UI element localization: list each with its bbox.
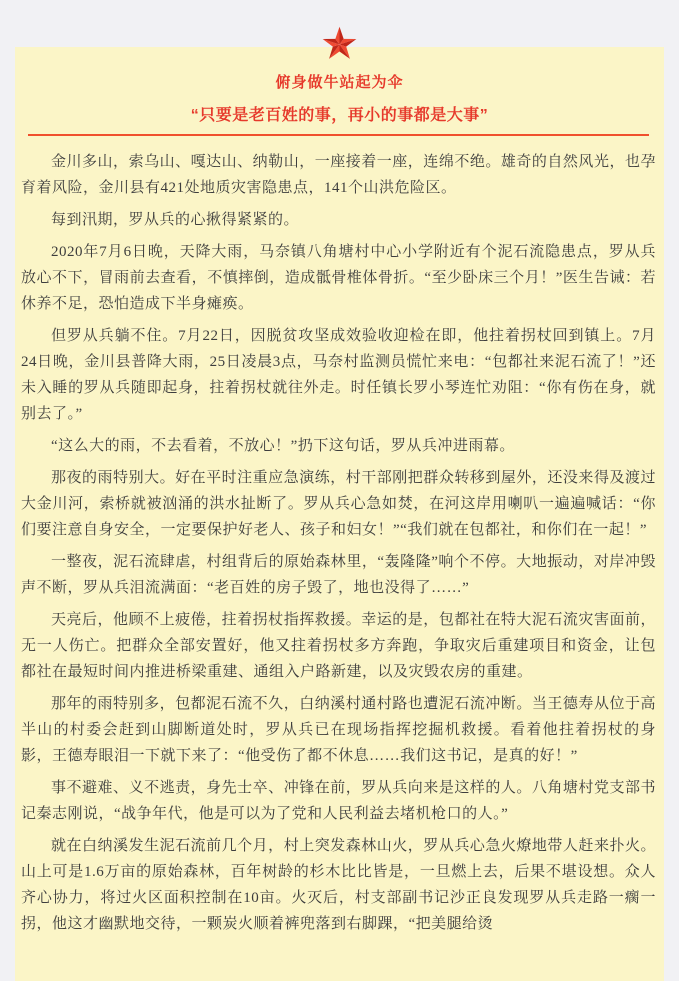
- article-paragraph: 一整夜，泥石流肆虐，村组背后的原始森林里，“轰隆隆”响个不停。大地振动，对岸冲毁声不断，罗从兵泪流满面：“老百姓的房子毁了，地也没得了……”: [21, 554, 656, 596]
- article-body: [15, 136, 664, 937]
- article-paragraph: 但罗从兵躺不住。7月22日，因脱贫攻坚成效验收迎检在即，他拄着拐杖回到镇上。7月24日晚，金川县普降大雨，25日凌晨3点，马奈村监测员慌忙来电：“包都社来泥石流了！”还未入睡的罗从兵随即起身，拄着拐杖就往外走。时任镇长罗小琴连忙劝阻：“你有伤在身，就别去了。”: [21, 328, 656, 422]
- article-title: 俯身做牛站起为伞: [275, 74, 404, 91]
- article-paragraph: 每到汛期，罗从兵的心揪得紧紧的。: [51, 212, 300, 228]
- article-paragraph: 金川多山，索乌山、嘎达山、纳勒山，一座接着一座，连绵不绝。雄奇的自然风光，也孕育着风险，金川县有421处地质灾害隐患点，141个山洪危险区。: [21, 154, 656, 196]
- article-paragraph: 2020年7月6日晚，天降大雨，马奈镇八角塘村中心小学附近有个泥石流隐患点，罗从兵放心不下，冒雨前去查看，不慎摔倒，造成骶骨椎体骨折。“至少卧床三个月！”医生告诫：若休养不足，恐怕造成下半身瘫痪。: [21, 244, 656, 312]
- red-star-icon: [321, 26, 358, 63]
- article-paragraph: “这么大的雨，不去看着，不放心！”扔下这句话，罗从兵冲进雨幕。: [51, 438, 515, 454]
- article-paragraph: 天亮后，他顾不上疲倦，拄着拐杖指挥救援。幸运的是，包都社在特大泥石流灾害面前，无一人伤亡。把群众全部安置好，他又拄着拐杖多方奔跑，争取灾后重建项目和资金，让包都社在最短时间内推进桥梁重建、通组入户路新建，以及灾毁农房的重建。: [21, 612, 656, 680]
- article-paragraph: 事不避难、义不逃责，身先士卒、冲锋在前，罗从兵向来是这样的人。八角塘村党支部书记秦志刚说，“战争年代，他是可以为了党和人民利益去堵机枪口的人。”: [21, 780, 656, 822]
- article-paragraph: 那年的雨特别多，包都泥石流不久，白纳溪村通村路也遭泥石流冲断。当王德寿从位于高半山的村委会赶到山脚断道处时，罗从兵已在现场指挥挖掘机救援。看着他拄着拐杖的身影，王德寿眼泪一下就下来了：“他受伤了都不休息……我们这书记，是真的好！”: [21, 696, 656, 764]
- article-paragraph: 就在白纳溪发生泥石流前几个月，村上突发森林山火，罗从兵心急火燎地带人赶来扑火。山上可是1.6万亩的原始森林，百年树龄的杉木比比皆是，一旦燃上去，后果不堪设想。众人齐心协力，将过火区面积控制在10亩。火灭后，村支部副书记沙正良发现罗从兵走路一瘸一拐，他这才幽默地交待，一颗炭火顺着裤兜落到右脚踝，“把美腿给烫: [21, 838, 656, 932]
- article-paragraph: 那夜的雨特别大。好在平时注重应急演练，村干部刚把群众转移到屋外，还没来得及渡过大金川河，索桥就被汹涌的洪水扯断了。罗从兵心急如焚，在河这岸用喇叭一遍遍喊话：“你们要注意自身安全，一定要保护好老人、孩子和妇女！”“我们就在包都社，和你们在一起！”: [21, 470, 656, 538]
- article-card: [15, 47, 664, 981]
- article-subtitle: “只要是老百姓的事，再小的事都是大事”: [190, 107, 489, 124]
